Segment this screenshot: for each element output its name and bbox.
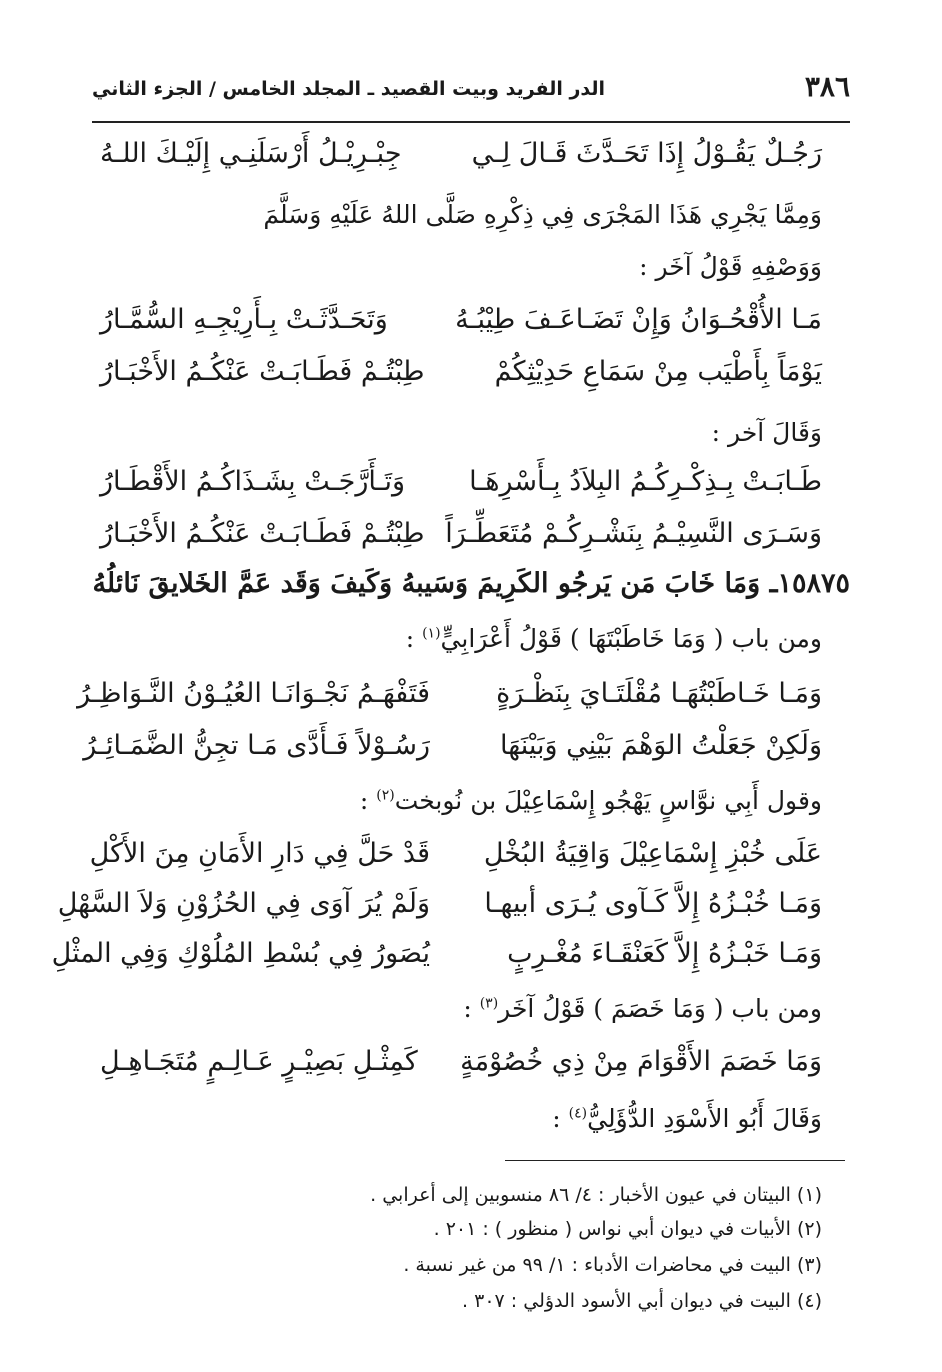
verse-line (100, 138, 822, 188)
verse-line (100, 518, 822, 568)
hemistich-left: وَتَحَـدَّثَـتْ بِـأَرِيْجِـهِ السُّمَّـارُ (100, 304, 388, 335)
entry-heading: ١٥٨٧٥ـ وَمَا خَابَ مَن يَرجُو الكَرِيمَ وَسَيبهُ وَكَيفَ وَقَد عَمَّ الخَلايقَ نَائلُهُ (92, 568, 850, 599)
hemistich-left: وَتَـأَرَّجَـتْ بِشَـذَاكُـمُ الأَقْطَـارُ (100, 466, 406, 497)
verse-line (100, 356, 822, 406)
footnote-marker: (٤) (568, 1105, 588, 1122)
footnote-marker: (٣) (479, 995, 499, 1012)
colon: : (552, 1104, 561, 1133)
hemistich-left: وَلَمْ يُرَ آوَى فِي الحُزُوْنِ وَلاَ السَّهْلِ (57, 888, 430, 919)
prose-line: وَقَالَ آخر : (711, 418, 822, 447)
running-title: الدر الفريد وبيت القصيد ـ المجلد الخامس / الجزء الثاني (92, 78, 606, 100)
prose-text: ومن باب ( وَمَا خَاطَبْتَهَا ) قَوْلُ أَعْرَابِيٍّ (440, 624, 822, 653)
prose-line (100, 1104, 822, 1133)
footnote-rule (505, 1160, 845, 1161)
footnote: (٤) البيت في ديوان أبي الأسود الدؤلي : ٣٠٧ . (462, 1290, 822, 1312)
header-rule (92, 121, 850, 123)
prose-line: وَوَصْفِهِ قَوْلُ آخَر : (639, 252, 822, 281)
verse-line (100, 304, 822, 354)
prose-line (100, 786, 822, 815)
hemistich-right: وَلَكِنْ جَعَلْتُ الوَهْمَ بَيْنِي وَبَيْنَهَا (500, 730, 822, 761)
colon: : (359, 786, 369, 815)
page-header (92, 70, 850, 110)
verse-line (89, 838, 822, 888)
verse-line (83, 730, 822, 780)
hemistich-right: وَمَـا خُبْـزُهُ إِلاَّ كَـآوى يُـرَى أبيهـا (484, 888, 822, 919)
hemistich-right: وَمَا خَصَمَ الأَقْوَامَ مِنْ ذِي خُصُوْمَةٍ (460, 1046, 822, 1077)
prose-line (100, 994, 822, 1023)
hemistich-left: كَمِثْـلِ بَصِيْـرٍ عَـالِـمٍ مُتَجَـاهِـلِ (100, 1046, 418, 1077)
verse-line (100, 466, 822, 516)
hemistich-left: طِبْتُـمْ فَطَـابَـتْ عَنْكُـمُ الأَخْبَـارُ (100, 356, 425, 387)
hemistich-right: يَوْمَاً بِأَطْيَب مِنْ سَمَاعِ حَدِيْثِكُمْ (494, 356, 822, 387)
hemistich-left: فَتَفْهَـمُ نَجْـوَانَـا العُيُـوْنُ النَّـوَاظِـرُ (77, 678, 430, 709)
hemistich-right: رَجُـلٌ يَقُـوْلُ إِذَا تَحَـدَّثَ قَـالَ لِـي (471, 138, 822, 169)
hemistich-left: قَدْ حَلَّ فِي دَارِ الأَمَانِ مِنَ الأَكْلِ (89, 838, 430, 869)
footnote: (١) البيتان في عيون الأخبار : ٤/ ٨٦ منسوبين إلى أعرابي . (370, 1184, 822, 1206)
verse-line (57, 888, 822, 938)
colon: : (463, 994, 472, 1023)
hemistich-left: جِبْـرِيْـلُ أَرْسَلَنِـي إِلَيْـكَ اللـهُ (100, 138, 402, 169)
footnote: (٣) البيت في محاضرات الأدباء : ١/ ٩٩ من غير نسبة . (403, 1254, 822, 1276)
hemistich-left: يُصَورُ فِي بُسْطِ المُلُوْكِ وَفِي المثْلِ (51, 938, 430, 969)
prose-line (100, 624, 822, 653)
hemistich-right: وَمَـا خَـاطَبْتُهَـا مُقْلَتَـايَ بِنَظْـرَةٍ (496, 678, 822, 709)
footnote-marker: (٢) (376, 787, 395, 804)
prose-text: ومن باب ( وَمَا خَصَمَ ) قَوْلُ آخَر (498, 994, 822, 1023)
page-number: ٣٨٦ (804, 70, 850, 103)
prose-line: وَمِمَّا يَجْرِي هَذَا المَجْرَى فِي ذِكْرِهِ صَلَّى اللهُ عَلَيْهِ وَسَلَّمَ (263, 200, 822, 229)
hemistich-left: طِبْتُـمْ فَطَـابَـتْ عَنْكُـمُ الأَخْبَـارُ (100, 518, 425, 549)
hemistich-right: وَمَـا خَبْـزُهُ إِلاَّ كَعَنْقَـاءَ مُغْـرِبٍ (507, 938, 822, 969)
hemistich-right: مَـا الأُقْحُـوَانُ وَإِنْ تَضَـاعَـفَ طِيْبُـهُ (455, 304, 822, 335)
verse-line (100, 1046, 822, 1096)
prose-text: وَقَالَ أَبُو الأَسْوَدِ الدُّؤَلِيُّ (587, 1104, 822, 1133)
footnote-marker: (١) (422, 625, 441, 642)
prose-text: وقول أَبِي نوَّاسٍ يَهْجُو إِسْمَاعِيْلَ بن نُوبخت (394, 786, 822, 815)
footnote: (٢) الأبيات في ديوان أبي نواس ( منظور ) : ٢٠١ . (433, 1218, 822, 1240)
hemistich-right: عَلَى خُبْزِ إِسْمَاعِيْلَ وَاقِيَةُ البُخْلِ (483, 838, 822, 869)
hemistich-left: رَسُـوْلاً فَـأَدَّى مَـا تجِنُّ الضَّمَـائِـرُ (83, 730, 430, 761)
verse-line (51, 938, 822, 988)
verse-line (77, 678, 822, 728)
colon: : (405, 624, 415, 653)
hemistich-right: وَسَـرَى النَّسِيْـمُ بِنَشْـرِكُـمْ مُتَعَطِّـرَاً (445, 518, 822, 549)
hemistich-right: طَـابَـتْ بِـذِكْـرِكُـمُ البِلاَدُ بِـأَسْرِهَـا (469, 466, 822, 497)
